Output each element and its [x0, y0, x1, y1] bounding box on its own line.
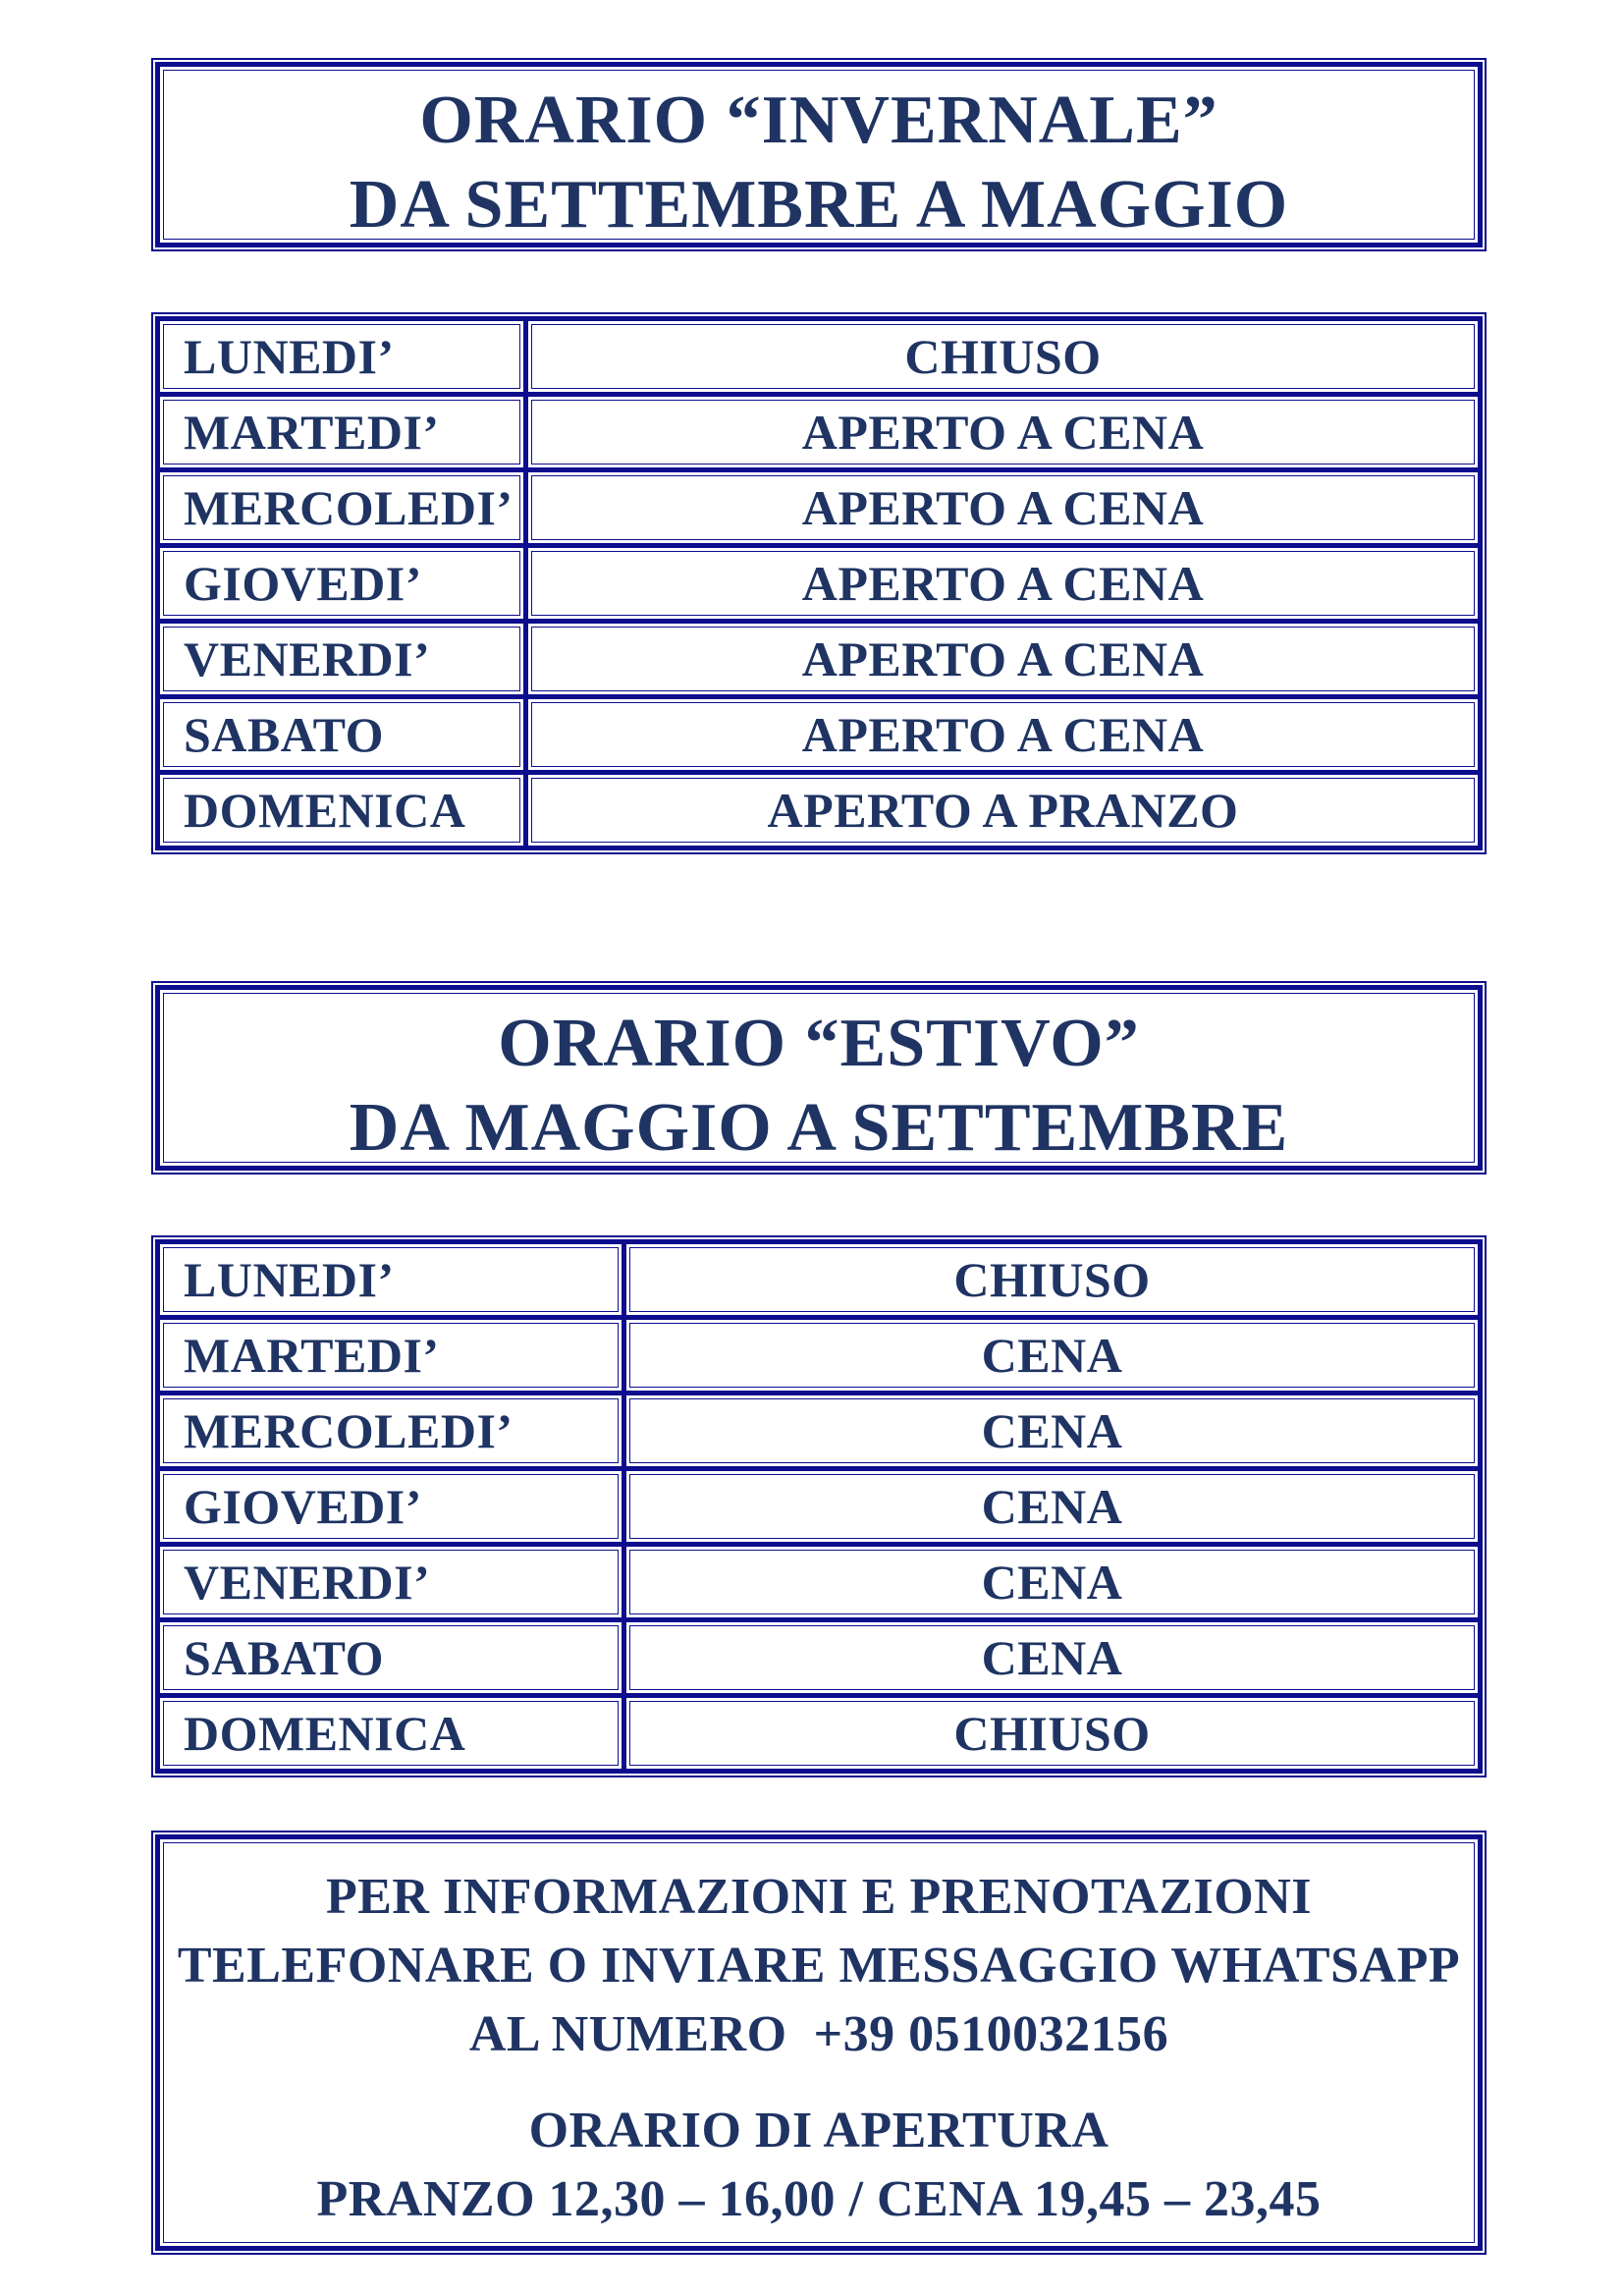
day-cell: SABATO [160, 1622, 622, 1693]
footer-hours-title: ORARIO DI APERTURA [528, 2103, 1109, 2159]
winter-schedule-table [155, 316, 1483, 850]
day-cell: DOMENICA [160, 1698, 622, 1769]
summer-schedule-table [155, 1239, 1483, 1774]
summer-title-line1: ORARIO “ESTIVO” [498, 1006, 1140, 1081]
day-cell: GIOVEDI’ [160, 548, 523, 619]
status-cell: APERTO A CENA [528, 699, 1478, 770]
day-cell: DOMENICA [160, 775, 523, 846]
winter-title-line2: DA SETTEMBRE A MAGGIO [349, 167, 1289, 243]
status-cell: CHIUSO [626, 1698, 1478, 1769]
winter-title-box [155, 62, 1483, 247]
status-cell: CENA [626, 1395, 1478, 1466]
footer-hours-line: PRANZO 12,30 – 16,00 / CENA 19,45 – 23,45 [316, 2171, 1322, 2227]
day-cell: MERCOLEDI’ [160, 472, 523, 543]
day-cell: LUNEDI’ [160, 321, 523, 392]
footer-phone-line: AL NUMERO +39 0510032156 [468, 2006, 1169, 2062]
day-cell: SABATO [160, 699, 523, 770]
footer-info-box [155, 1834, 1483, 2251]
winter-title-line1: ORARIO “INVERNALE” [419, 82, 1218, 158]
status-cell: APERTO A CENA [528, 397, 1478, 467]
day-cell: MARTEDI’ [160, 397, 523, 467]
day-cell: GIOVEDI’ [160, 1471, 622, 1542]
status-cell: CHIUSO [528, 321, 1478, 392]
summer-title-line2: DA MAGGIO A SETTEMBRE [349, 1090, 1289, 1166]
status-cell: CENA [626, 1547, 1478, 1617]
day-cell: MARTEDI’ [160, 1320, 622, 1391]
day-cell: VENERDI’ [160, 1547, 622, 1617]
status-cell: APERTO A PRANZO [528, 775, 1478, 846]
status-cell: APERTO A CENA [528, 548, 1478, 619]
status-cell: CENA [626, 1622, 1478, 1693]
status-cell: APERTO A CENA [528, 472, 1478, 543]
day-cell: VENERDI’ [160, 624, 523, 694]
status-cell: CENA [626, 1320, 1478, 1391]
summer-title-box [155, 985, 1483, 1171]
status-cell: CHIUSO [626, 1244, 1478, 1315]
day-cell: MERCOLEDI’ [160, 1395, 622, 1466]
day-cell: LUNEDI’ [160, 1244, 622, 1315]
footer-info-line1: PER INFORMAZIONI E PRENOTAZIONI [325, 1869, 1313, 1925]
status-cell: CENA [626, 1471, 1478, 1542]
footer-info-line2: TELEFONARE O INVIARE MESSAGGIO WHATSAPP [177, 1938, 1461, 1994]
status-cell: APERTO A CENA [528, 624, 1478, 694]
